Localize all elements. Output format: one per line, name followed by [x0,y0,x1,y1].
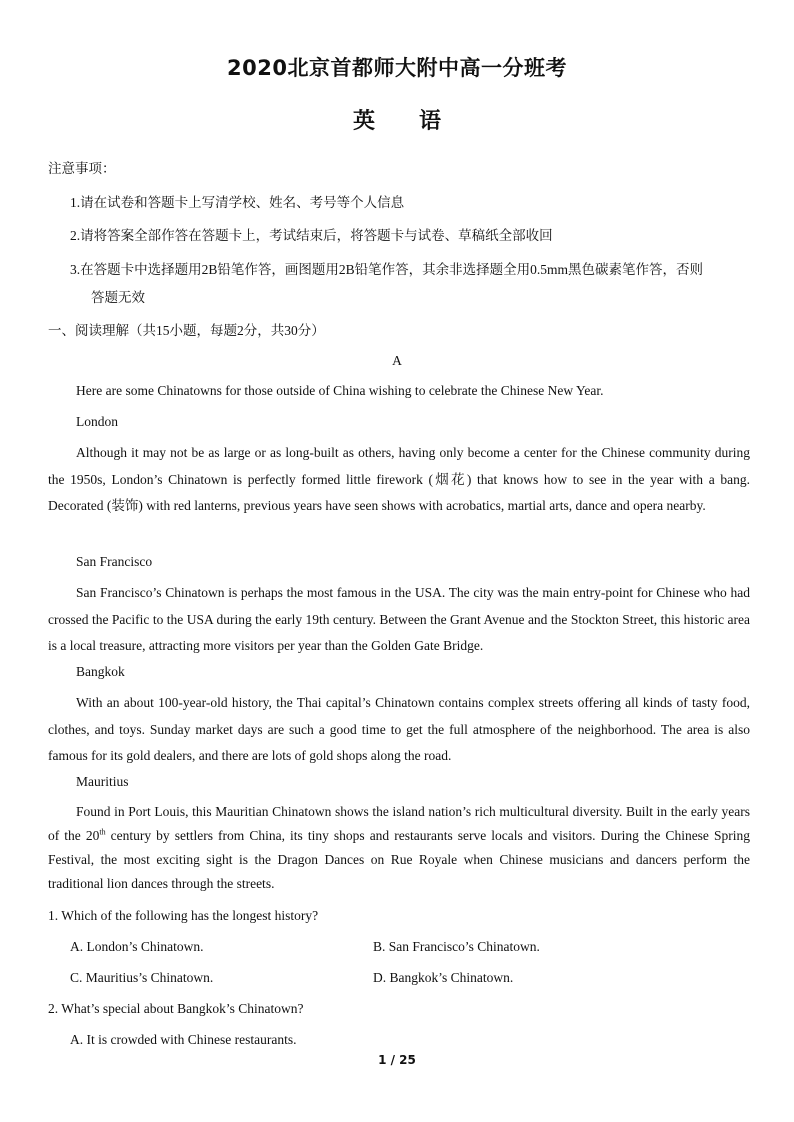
bangkok-text: With an about 100-year-old history, the Thai capital’s Chinatown contains complex streets offering all kinds of tasty food, clothes, and toys. Sunday market days are such a good time to get the full atmosphere of the neighborhood. The area is also famous for its gold dealers, and there are lots of gold shops along the road. [48,695,750,763]
question-1: 1. Which of the following has the longest history? [48,908,319,923]
subject-char-2: 语 [419,109,442,134]
san-francisco-heading: San Francisco [76,554,153,569]
subject-title [0,104,794,135]
london-heading: London [76,414,118,429]
q1-option-a: A. London’s Chinatown. [70,939,204,954]
notice-heading: 注意事项： [48,161,116,176]
passage-label: A [392,353,402,368]
bangkok-paragraph [48,690,750,770]
mauritius-text-b: century by settlers from China, its tiny shops and restaurants serve locals and visitors. During the Chinese Spring Festival, the most exciting sight is the Dragon Dances on Rue Royale when Chinese musicians and dancers perform the traditional lion dances through the streets. [48,828,750,891]
notice-item-3-line-2: 答题无效 [91,290,145,305]
bangkok-heading: Bangkok [76,664,125,679]
san-francisco-text: San Francisco’s Chinatown is perhaps the most famous in the USA. The city was the main entry-point for Chinese who had crossed the Pacific to the USA during the early 19th century. Between the Grant Avenue and the Stockton Street, this historic area is a local treasure, attracting more visitors per year than the Golden Gate Bridge. [48,585,750,653]
mauritius-superscript: th [99,827,106,837]
london-text: Although it may not be as large or as long-built as others, having only become a center for the Chinese community during the 1950s, London’s Chinatown is perfectly formed little firework (烟花) that knows how to see in the year with a bang. Decorated (装饰) with red lanterns, previous years have seen shows with acrobatics, martial arts, dance and opera nearby. [48,445,750,513]
passage-intro: Here are some Chinatowns for those outside of China wishing to celebrate the Chinese New Year. [76,383,604,398]
mauritius-paragraph [48,800,750,896]
q1-option-b: B. San Francisco’s Chinatown. [373,939,540,954]
q2-option-a: A. It is crowded with Chinese restaurants. [70,1032,297,1047]
mauritius-heading: Mauritius [76,774,129,789]
q1-option-d: D. Bangkok’s Chinatown. [373,970,514,985]
mauritius-text-a: Found in Port Louis, this Mauritian Chinatown shows the island nation’s rich multicultural diversity. Built in the early years of the 20 [48,804,750,843]
q1-option-c: C. Mauritius’s Chinatown. [70,970,214,985]
london-paragraph [48,440,750,520]
san-francisco-paragraph [48,580,750,660]
section-heading: 一、阅读理解（共15小题，每题2分，共30分） [48,323,325,338]
notice-item-1: 1.请在试卷和答题卡上写清学校、姓名、考号等个人信息 [70,195,405,210]
subject-char-1: 英 [352,109,375,134]
notice-item-2: 2.请将答案全部作答在答题卡上，考试结束后，将答题卡与试卷、草稿纸全部收回 [70,228,553,243]
page-number: 1 / 25 [378,1053,416,1067]
exam-title: 2020北京首都师大附中高一分班考 [227,56,567,80]
question-2: 2. What’s special about Bangkok’s Chinatown? [48,1001,304,1016]
notice-item-3-line-1: 3.在答题卡中选择题用2B铅笔作答，画图题用2B铅笔作答，其余非选择题全用0.5mm黑色碳素笔作答，否则 [70,262,704,277]
